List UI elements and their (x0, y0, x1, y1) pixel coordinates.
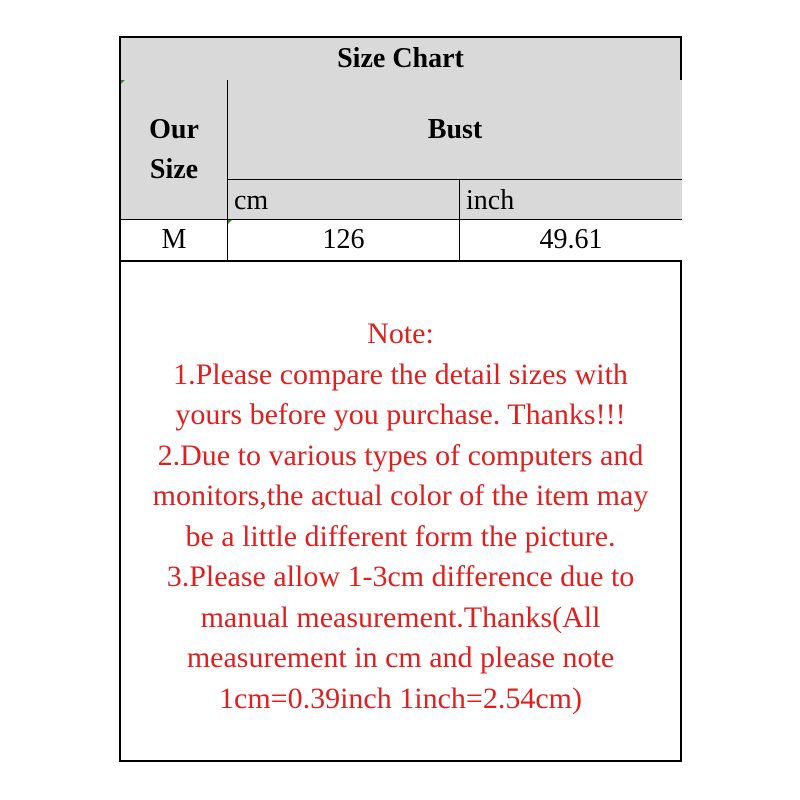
bust-header: Bust (228, 80, 682, 180)
size-chart-sheet (119, 36, 682, 762)
size-chart-title: Size Chart (121, 38, 680, 81)
our-size-header-line2: Size (149, 153, 199, 185)
cell-marker-icon (228, 220, 232, 224)
note-line: measurement in cm and please note (186, 641, 615, 674)
note-line: 2.Due to various types of computers and (157, 438, 644, 472)
note-line: 3.Please allow 1-3cm difference due to (166, 560, 635, 593)
note-block (121, 314, 680, 719)
our-size-header-line1: Our (149, 113, 199, 145)
note-line: be a little different form the picture. (185, 519, 616, 553)
note-line: manual measurement.Thanks(All (200, 600, 601, 634)
table-cell-bust-cm: 126 (228, 220, 460, 262)
our-size-header (121, 80, 228, 220)
table-cell-size: M (121, 220, 228, 262)
note-line: 1cm=0.39inch 1inch=2.54cm) (219, 681, 582, 715)
note-line: yours before you purchase. Thanks!!! (175, 398, 626, 431)
note-line: 1.Please compare the detail sizes with (173, 357, 628, 391)
note-heading: Note: (367, 317, 434, 350)
note-line: monitors,the actual color of the item may (152, 479, 649, 512)
table-cell-bust-inch: 49.61 (460, 220, 682, 262)
unit-cm-header: cm (228, 180, 460, 220)
unit-inch-header: inch (460, 180, 682, 220)
cell-marker-icon (121, 80, 125, 84)
